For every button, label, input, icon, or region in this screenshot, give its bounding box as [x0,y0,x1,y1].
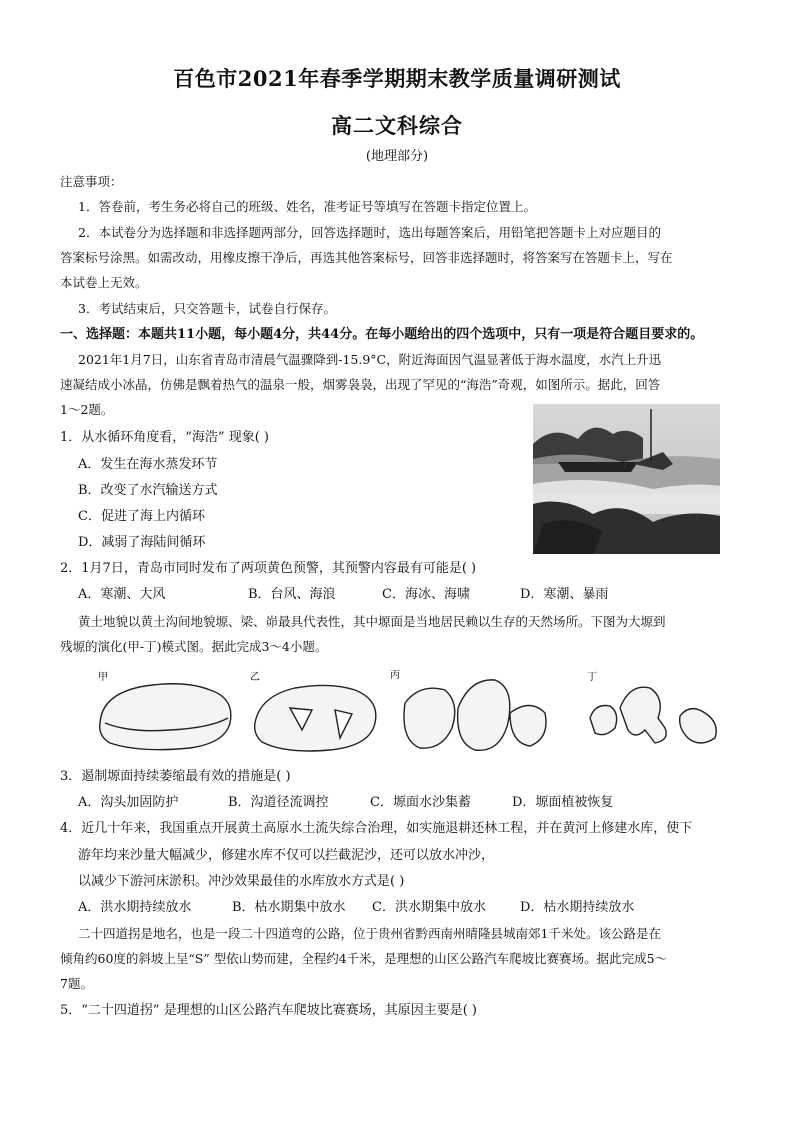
note-3: 3．考试结束后，只交答题卡，试卷自行保存。 [78,301,336,316]
part1-heading: 一、选择题：本题共11小题，每小题4分，共44分。在每小题给出的四个选项中，只有一项是符合题目要求的。 [60,327,704,342]
note-2-line-1: 2．本试卷分为选择题和非选择题两部分，回答选择题时，选出每题答案后，用铅笔把答题卡上对应题目的 [78,225,661,240]
q1-option-b: B．改变了水汽输送方式 [78,483,218,498]
q3-option-d: D．塬面植被恢复 [512,795,614,810]
exam-subject: 高二文科综合 [331,113,463,138]
q3-option-c: C．塬面水沙集蓄 [370,795,471,810]
q5-stem: 5．“二十四道拐” 是理想的山区公路汽车爬坡比赛赛场，其原因主要是( ) [60,1003,477,1018]
sea-smoke-photo [533,404,720,554]
q3-stem: 3．遏制塬面持续萎缩最有效的措施是( ) [60,769,291,784]
note-1: 1．答卷前，考生务必将自己的班级、姓名，准考证号等填写在答题卡指定位置上。 [78,199,536,214]
q1-option-c: C．促进了海上内循环 [78,509,205,524]
exam-title: 百色市2021年春季学期期末教学质量调研测试 [173,66,621,91]
q4-line-1: 4．近几十年来，我国重点开展黄土高原水土流失综合治理，如实施退耕还林工程，并在黄河上修建水库，使下 [60,821,693,836]
q2-option-d: D．寒潮、暴雨 [520,587,609,602]
q2-stem: 2．1月7日，青岛市同时发布了两项黄色预警，其预警内容最有可能是( ) [60,561,477,576]
q1-option-d: D．减弱了海陆间循环 [78,535,206,550]
q4-option-d: D．枯水期持续放水 [520,900,635,915]
passage1-line-2: 速凝结成小冰晶，仿佛是飘着热气的温泉一般，烟雾袅袅，出现了罕见的“海浩”奇观，如图所示。据此，回答 [60,377,661,392]
q4-option-c: C．洪水期集中放水 [372,900,486,915]
diagram-label-yi: 乙 [250,672,260,683]
passage3-line-3: 7题。 [60,976,93,991]
q1-option-a: A．发生在海水蒸发环节 [78,457,218,472]
diagram-label-jia: 甲 [98,672,108,683]
q4-option-b: B．枯水期集中放水 [232,900,346,915]
passage1-line-1: 2021年1月7日，山东省青岛市清晨气温骤降到-15.9°C，附近海面因气温显著低于海水温度，水汽上升迅 [78,352,662,367]
q4-line-2: 游年均来沙量大幅减少，修建水库不仅可以拦截泥沙，还可以放水冲沙， [78,848,495,863]
diagram-label-bing: 丙 [390,670,400,681]
exam-section: (地理部分) [365,149,429,164]
passage3-line-2: 倾角约60度的斜坡上呈“S” 型依山势而建，全程约4千米，是理想的山区公路汽车爬坡比赛赛场。据此完成5～ [60,951,668,966]
diagram-label-ding: 丁 [587,672,597,683]
q4-option-a: A．洪水期持续放水 [78,900,192,915]
passage1-line-3: 1～2题。 [60,402,114,417]
note-2-line-3: 本试卷上无效。 [60,275,148,290]
notes-heading: 注意事项： [60,174,123,189]
q4-line-3: 以减少下游河床淤积。冲沙效果最佳的水库放水方式是( ) [78,874,405,889]
q1-stem: 1．从水循环角度看，“海浩” 现象( ) [60,430,269,445]
q2-option-a: A．寒潮、大风 [78,587,166,602]
loess-evolution-diagram [90,668,740,763]
passage2-line-2: 残塬的演化(甲-丁)模式图。据此完成3～4小题。 [60,639,328,654]
q3-option-a: A．沟头加固防护 [78,795,179,810]
note-2-line-2: 答案标号涂黑。如需改动，用橡皮擦干净后，再选其他答案标号，回答非选择题时，将答案写在答题卡上，写在 [60,250,673,265]
q3-option-b: B．沟道径流调控 [228,795,329,810]
passage3-line-1: 二十四道拐是地名，也是一段二十四道弯的公路，位于贵州省黔西南州晴隆县城南郊1千米处。该公路是在 [78,926,661,941]
q2-option-c: C．海冰、海啸 [382,587,470,602]
q2-option-b: B．台风、海浪 [248,587,336,602]
passage2-line-1: 黄土地貌以黄土沟间地貌塬、梁、峁最具代表性，其中塬面是当地居民赖以生存的天然场所。下图为大塬到 [78,614,666,629]
